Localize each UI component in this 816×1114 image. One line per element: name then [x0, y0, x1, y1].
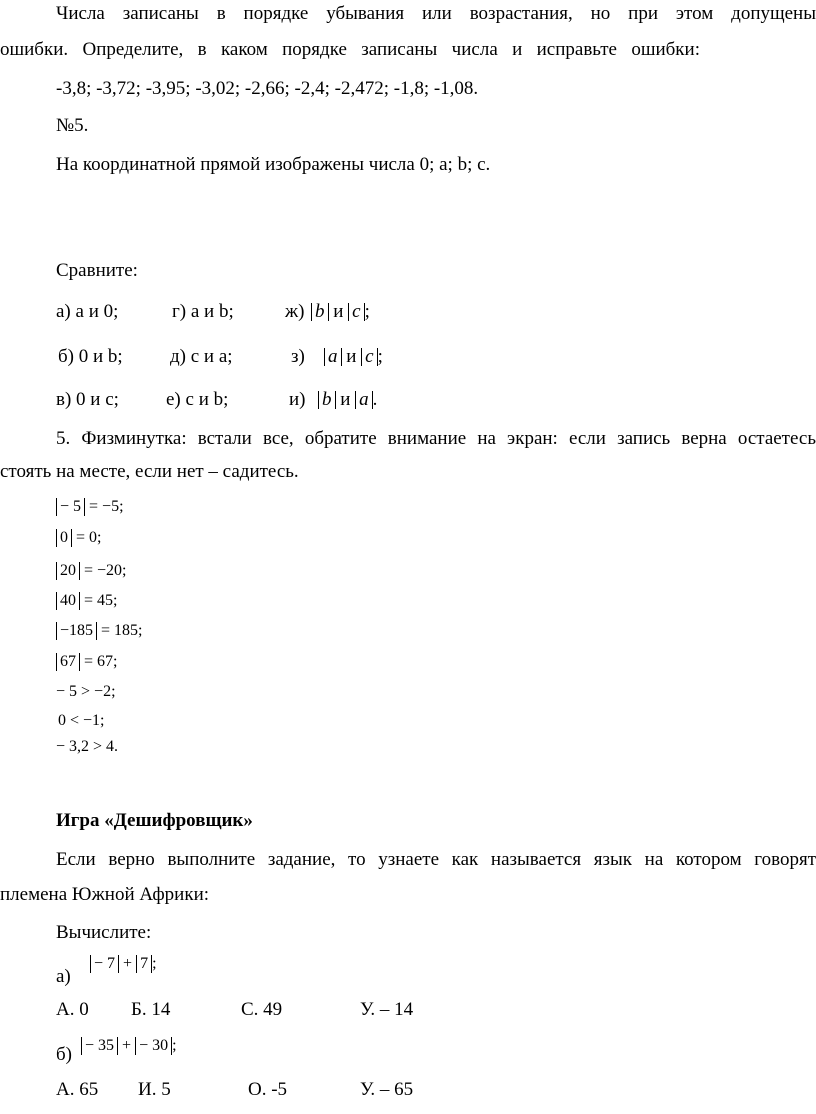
compare-title: Сравните:	[56, 260, 138, 281]
game-b-option-1: А. 65	[56, 1079, 99, 1100]
fizminutka-line-2: стоять на месте, если нет – садитесь.	[0, 461, 299, 482]
compare-i: и)	[289, 389, 306, 410]
compare-i-expr: b и a .	[318, 388, 377, 412]
game-title: Игра «Дешифровщик»	[56, 810, 253, 831]
game-a-option-4: У. – 14	[360, 999, 414, 1020]
number-sequence: -3,8; -3,72; -3,95; -3,02; -2,66; -2,4; -2,472; -1,8; -1,08.	[56, 78, 479, 99]
game-intro-1: Если верно выполните задание, то узнаете как называется язык на котором говорят	[56, 849, 816, 870]
game-b-option-4: У. – 65	[360, 1079, 414, 1100]
game-b-label: б)	[56, 1044, 72, 1065]
compare-d: д) с и а;	[170, 346, 233, 367]
compare-zh-expr: b и c ;	[311, 300, 370, 324]
compare-z-expr: a и c ;	[324, 345, 383, 369]
game-intro-2: племена Южной Африки:	[0, 884, 210, 905]
game-b-option-3: О. -5	[248, 1079, 288, 1100]
game-b-option-2: И. 5	[138, 1079, 171, 1100]
game-compute: Вычислите:	[56, 922, 152, 943]
game-a-expression: − 7 + 7 ;	[90, 954, 157, 974]
game-a-option-1: А. 0	[56, 999, 89, 1020]
statement-8: 0 < −1;	[58, 712, 105, 729]
compare-b: б) 0 и b;	[58, 346, 123, 367]
compare-e: е) с и b;	[166, 389, 229, 410]
statement-6: 67 = 67;	[56, 652, 117, 672]
compare-z: з)	[291, 346, 305, 367]
task-line-1: Числа записаны в порядке убывания или возрастания, но при этом допущены	[56, 3, 816, 24]
task5-number: №5.	[56, 115, 89, 136]
statement-3: 20 = −20;	[56, 561, 127, 581]
game-b-expression: − 35 + − 30 ;	[81, 1036, 177, 1056]
fizminutka-line-1: 5. Физминутка: встали все, обратите внимание на экран: если запись верна остаетесь	[56, 428, 816, 449]
statement-7: − 5 > −2;	[56, 683, 116, 700]
game-a-label: а)	[56, 966, 71, 987]
task5-statement: На координатной прямой изображены числа 0; a; b; c.	[56, 154, 491, 175]
statement-5: −185 = 185;	[56, 621, 143, 641]
statement-1: − 5 = −5;	[56, 497, 124, 517]
statement-9: − 3,2 > 4.	[56, 738, 119, 755]
compare-g: г) а и b;	[172, 301, 234, 322]
game-a-option-3: С. 49	[241, 999, 283, 1020]
task-line-2: ошибки. Определите, в каком порядке записаны числа и исправьте ошибки:	[0, 39, 700, 60]
compare-v: в) 0 и с;	[56, 389, 119, 410]
compare-zh: ж)	[285, 301, 305, 322]
game-a-option-2: Б. 14	[131, 999, 171, 1020]
statement-4: 40 = 45;	[56, 591, 117, 611]
statement-2: 0 = 0;	[56, 528, 101, 548]
compare-a: а) а и 0;	[56, 301, 119, 322]
